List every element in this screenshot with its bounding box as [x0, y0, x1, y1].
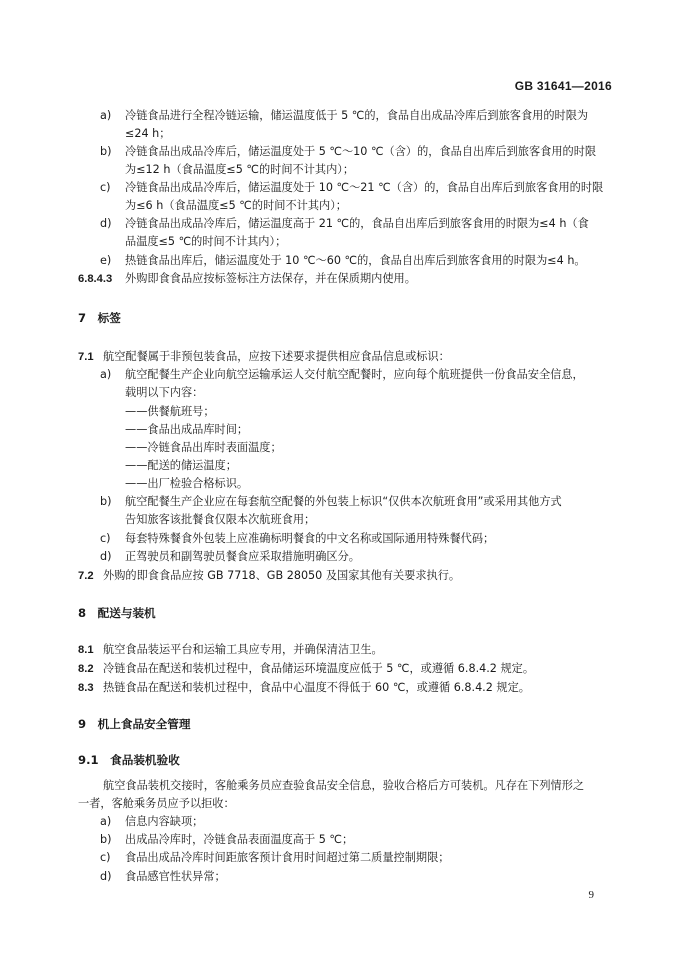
list-marker: c) [100, 851, 111, 864]
clause-number: 6.8.4.3 [78, 273, 113, 285]
list-item-text: 航空配餐生产企业向航空运输承运人交付航空配餐时，应向每个航班提供一份食品安全信息， [125, 368, 584, 381]
list-marker: b) [100, 145, 112, 158]
dash-item: ——出厂检验合格标识。 [125, 477, 249, 490]
dash-item: ——供餐航班号； [125, 405, 215, 418]
clause-number: 7.1 [78, 351, 94, 363]
list-marker: e) [100, 254, 112, 267]
list-item-text: 航空配餐生产企业应在每套航空配餐的外包装上标识“仅供本次航班食用”或采用其他方式 [125, 495, 562, 508]
clause-number: 7.2 [78, 570, 94, 582]
page-number: 9 [588, 889, 594, 901]
list-marker: b) [100, 833, 112, 846]
list-item-text: 冷链食品出成品冷库后，储运温度高于 21 ℃的，食品自出库后到旅客食用的时限为≤4 h（食 [125, 217, 589, 230]
list-item-text: 品温度≤5 ℃的时间不计其内）； [125, 235, 287, 248]
list-item-text: 冷链食品进行全程冷链运输，储运温度低于 5 ℃的，食品自出成品冷库后到旅客食用的时限为 [125, 109, 589, 122]
list-marker: a) [100, 815, 112, 828]
list-item-text: 告知旅客该批餐食仅限本次航班食用； [125, 513, 316, 526]
clause-text: 冷链食品在配送和装机过程中，食品储运环境温度应低于 5 ℃，或遵循 6.8.4.2 规定。 [103, 662, 535, 675]
chapter-heading: 9 机上食品安全管理 [78, 717, 191, 731]
list-marker: c) [100, 532, 111, 545]
clause-text: 航空配餐属于非预包装食品，应按下述要求提供相应食品信息或标识： [103, 350, 450, 363]
list-item-text: 每套特殊餐食外包装上应准确标明餐食的中文名称或国际通用特殊餐代码； [125, 532, 495, 545]
list-item-text: 正驾驶员和副驾驶员餐食应采取措施明确区分。 [125, 550, 360, 563]
list-marker: d) [100, 870, 112, 883]
list-marker: d) [100, 217, 112, 230]
list-item-text: ≤24 h； [125, 127, 171, 140]
paragraph-line: 一者，客舱乘务员应予以拒收： [78, 797, 235, 810]
list-item-text: 食品感官性状异常； [125, 870, 226, 883]
dash-item: ——冷链食品出库时表面温度； [125, 441, 282, 454]
clause-text: 外购即食食品应按标签标注方法保存，并在保质期内使用。 [125, 272, 416, 285]
list-item-text: 热链食品出库后，储运温度处于 10 ℃～60 ℃的，食品自出库后到旅客食用的时限为≤4 h。 [125, 254, 586, 267]
list-marker: a) [100, 368, 112, 381]
list-item-text: 食品出成品冷库时间距旅客预计食用时间超过第二质量控制期限； [125, 851, 450, 864]
clause-text: 航空食品装运平台和运输工具应专用，并确保清洁卫生。 [103, 643, 383, 656]
list-item-text: 冷链食品出成品冷库后，储运温度处于 10 ℃～21 ℃（含）的，食品自出库后到旅客食用的时限 [125, 181, 604, 194]
list-marker: c) [100, 181, 111, 194]
chapter-heading: 7 标签 [78, 311, 121, 325]
section-heading: 9.1 食品装机验收 [78, 753, 180, 767]
list-item-text: 冷链食品出成品冷库后，储运温度处于 5 ℃～10 ℃（含）的，食品自出库后到旅客食用的时限 [125, 145, 597, 158]
clause-text: 热链食品在配送和装机过程中，食品中心温度不得低于 60 ℃，或遵循 6.8.4.2 规定。 [103, 681, 530, 694]
clause-text: 外购的即食食品应按 GB 7718、GB 28050 及国家其他有关要求执行。 [103, 569, 461, 582]
list-marker: d) [100, 550, 112, 563]
clause-number: 8.3 [78, 682, 94, 694]
dash-item: ——配送的储运温度； [125, 459, 237, 472]
list-marker: b) [100, 495, 112, 508]
document-code: GB 31641—2016 [514, 79, 612, 93]
list-marker: a) [100, 109, 112, 122]
list-item-text: 出成品冷库时，冷链食品表面温度高于 5 ℃； [125, 833, 354, 846]
chapter-heading: 8 配送与装机 [78, 606, 156, 620]
dash-item: ——食品出成品库时间； [125, 423, 249, 436]
clause-number: 8.1 [78, 644, 94, 656]
list-item-text: 载明以下内容： [125, 386, 204, 399]
clause-number: 8.2 [78, 663, 94, 675]
list-item-text: 为≤12 h（食品温度≤5 ℃的时间不计其内）； [125, 163, 355, 176]
list-item-text: 为≤6 h（食品温度≤5 ℃的时间不计其内）； [125, 199, 347, 212]
paragraph-line: 航空食品装机交接时，客舱乘务员应查验食品安全信息，验收合格后方可装机。凡存在下列情形之 [103, 779, 585, 792]
list-item-text: 信息内容缺项； [125, 815, 204, 828]
